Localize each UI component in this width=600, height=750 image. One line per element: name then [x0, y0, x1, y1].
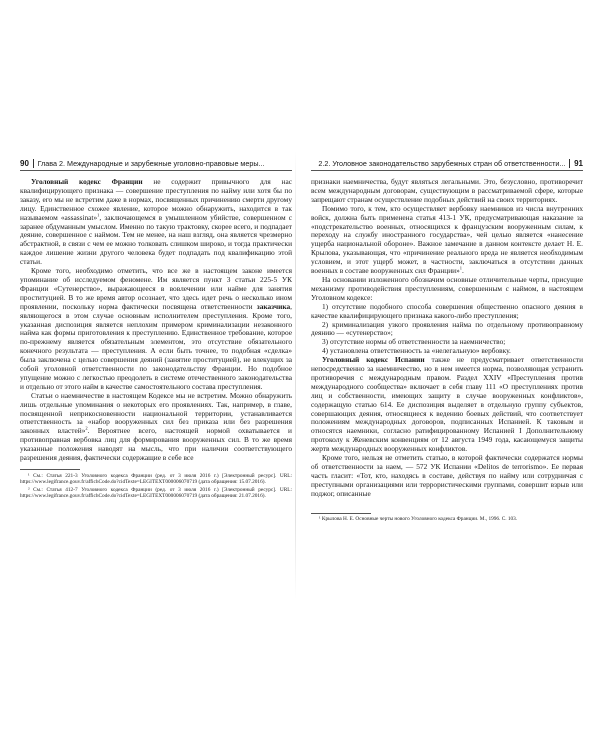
paragraph: признаки наемничества, будут являться легальными. Это, безусловно, противоречит всем международным договорам, существующим в рассматриваемой сфере, которые запрещают странам осуществление подобных действий на своих территориях. — [311, 177, 583, 204]
right-footnotes — [311, 513, 583, 523]
paragraph — [20, 267, 292, 392]
footnote: ¹ Крылова Н. Е. Основные черты нового Уголовного кодекса Франции. М., 1996. С. 103. — [319, 516, 518, 523]
bold-term: заказчика — [256, 301, 291, 311]
paragraph-text: также не предусматривает ответственности непосредственно за наемничество, но в нем имеется норма, позволяющая устранить противоречия с международным правом. Раздел XXIV «Преступления против международного сообщества» включает в себя главу 111 «О преступлениях против лиц и собственности, имеющих защиту в случае вооруженных конфликтов», содержащую статью 614. Ее диспозиция выделяет в отдельную группу субъектов, совершающих деяния, относящиеся к ведению боевых действий, что соответствует положениям международных договоров, подписанных Испанией. К таковым и относятся наемники, согласно ратифицированному Испанией I Дополнительному протоколу к Женевским конвенциям от 12 августа 1949 года, касающемуся защиты жертв международных вооруженных конфликтов. — [311, 355, 583, 454]
paragraph-text: не содержит привычного для нас квалифицирующего признака — совершение преступления по найму или хотя бы по заказу, его мы не встретим даже в нормах, посвященных причинению смерти другому лицу. Единственное схожее явление, которое можно обнаружить, находится в так называемом «assassinat» — [20, 177, 292, 222]
list-item: 4) установлена ответственность за «нелегальную» вербовку. — [322, 346, 511, 356]
left-page-body — [20, 178, 292, 463]
paragraph-text: , заключающемся в умышленном убийстве, совершенном с заранее обдуманным умыслом. Именно по такую трактовку, скорее всего, и подпадает деяние, совершенное с наймом. Тем не менее, на наш взгляд, она является чрезмерно абстрактной, в связи с чем ее можно толковать слишком широко, и тогда практически каждое лишение жизни другого человека будет подпадать под квалификацию этой статьи. — [20, 212, 292, 267]
header-separator — [33, 159, 34, 168]
list-item: 3) отсутствие нормы об ответственности за наемничество; — [322, 337, 506, 347]
paragraph-text: . — [462, 266, 464, 276]
bold-lead: Уголовный кодекс Испании — [322, 355, 425, 365]
paragraph — [311, 356, 583, 454]
feature-list — [311, 303, 583, 356]
right-page-number: 91 — [574, 159, 583, 168]
book-gutter — [295, 150, 296, 600]
paragraph-text: , являющегося в этом случае основным исполнителем преступления. Кроме того, указанная диспозиция является неплохим примером криминализации незаконного найма как формы приготовления к преступлению. Единственное требование, которое по-прежнему является обязательным элементом, это отсутствие обязательного конечного результата — преступления. А если быть точнее, то подобная «сделка» была заключена с целью совершения деяний (занятие проституцией), не влекущих за собой уголовной ответственности по законодательству Франции. Но подобное упущение можно с легкостью преодолеть в системе отечественного законодательства и отдельно от этого найм в качестве самостоятельного состава преступления. — [20, 301, 292, 391]
right-header-title: 2.2. Уголовное законодательство зарубежных стран об ответственности... — [318, 159, 566, 168]
paragraph-text: . Вероятнее всего, настоящей нормой охватывается и противоправная вербовка лиц для формирования вооруженных сил. В то же время указанные положения наводят на мысль, что при наличии соответствующего разрешения деяния, фактически содержащие в себе все — [20, 426, 292, 463]
paragraph-text: Статьи о наемничестве в настоящем Кодексе мы не встретим. Можно обнаружить лишь отдельные упоминания о некоторых его проявлениях. Так, например, в главе, посвященной неприкосновенности национальной территории, устанавливается ответственность за «набор вооруженных сил без приказа или без разрешения законных властей» — [20, 390, 292, 436]
footnote-ref: 2 — [85, 425, 88, 431]
paragraph: На основании изложенного обозначим основные отличительные черты, присущие механизму противодействия преступлениям, совершенным с наймом, в настоящем Уголовном кодексе: — [311, 274, 583, 302]
right-page-header — [311, 158, 583, 171]
left-page-header — [20, 158, 292, 171]
paragraph-text: Кроме того, необходимо отметить, что все же в настоящем законе имеется упоминание об исследуемом феномене. Им является пункт 3 статьи 225-5 УК Франции «Сутенерство», выражающееся в вовлечении или найме для занятия проституцией. В то же время автор осознает, что здесь идет речь о несколько ином проявлении, поскольку норма фактически посвящена ответственности — [20, 266, 292, 311]
footnote-rule — [20, 469, 80, 470]
footnote-ref: 1 — [97, 212, 100, 218]
left-page — [20, 158, 292, 588]
paragraph — [20, 178, 292, 267]
right-page-body — [311, 178, 583, 499]
bold-lead: Уголовный кодекс Франции — [31, 177, 143, 186]
footnote-rule — [311, 513, 371, 514]
footnote: ² См.: Статья 412-7 Уголовного кодекса Франции (ред. от 3 июля 2016 г.) [Электронный ресурс]. URL: https://www.legifrance.gouv.fr/affichCode.do?cidTexte=LEGITEXT000006070719 (дата обращения: 21.07.2016). — [20, 486, 292, 500]
footnote: ¹ См.: Статья 221-3 Уголовного кодекса Франции (ред. от 3 июля 2016 г.) [Электронный ресурс]. URL: https://www.legifrance.gouv.fr/affichCode.do?cidTexte=LEGITEXT000006070719 (дата обращения: 15.07.2016). — [20, 472, 292, 486]
list-item: 2) криминализация узкого проявления найма по отдельному противоправному деянию — «сутенерство»; — [311, 319, 583, 338]
header-separator — [569, 159, 570, 168]
paragraph-text: Помимо того, к тем, кто осуществляет вербовку наемников из числа внутренних войск, должна быть применена статья 413-1 УК, предусматривающая наказание за «подстрекательство военных, относящихся к французским вооруженным силам, к переходу на службу иностранного государства», чей целью является «нанесение ущерба национальной обороне». Важное замечание в данном контексте делает Н. Е. Крылова, указывающая, что «причинение реального вреда не является необходимым условием, и этот ущерб может, в частности, заключаться в отсутствии данных военных в составе вооруженных сил Франции» — [311, 203, 583, 276]
paragraph — [311, 205, 583, 276]
list-item: 1) отсутствие подобного способа совершения общественно опасного деяния в качестве квалифицирующего признака какого-либо преступления; — [311, 301, 583, 320]
paragraph: Кроме того, нельзя не отметить статью, в которой фактически содержатся нормы об ответственности за наем, — 572 УК Испании «Delitos de terrorismo». Ее первая часть гласит: «Тот, кто, находясь в составе, действуя по найму или сотрудничая с преступными организациями или террористическими группами, совершит взрыв или поджог, описанные — [311, 453, 583, 498]
paragraph — [20, 392, 292, 463]
left-page-number: 90 — [20, 159, 29, 168]
footnote-ref: 1 — [459, 265, 463, 271]
left-footnotes — [20, 469, 292, 500]
left-header-title: Глава 2. Международные и зарубежные уголовно-правовые меры... — [37, 159, 265, 168]
right-page — [311, 158, 583, 588]
